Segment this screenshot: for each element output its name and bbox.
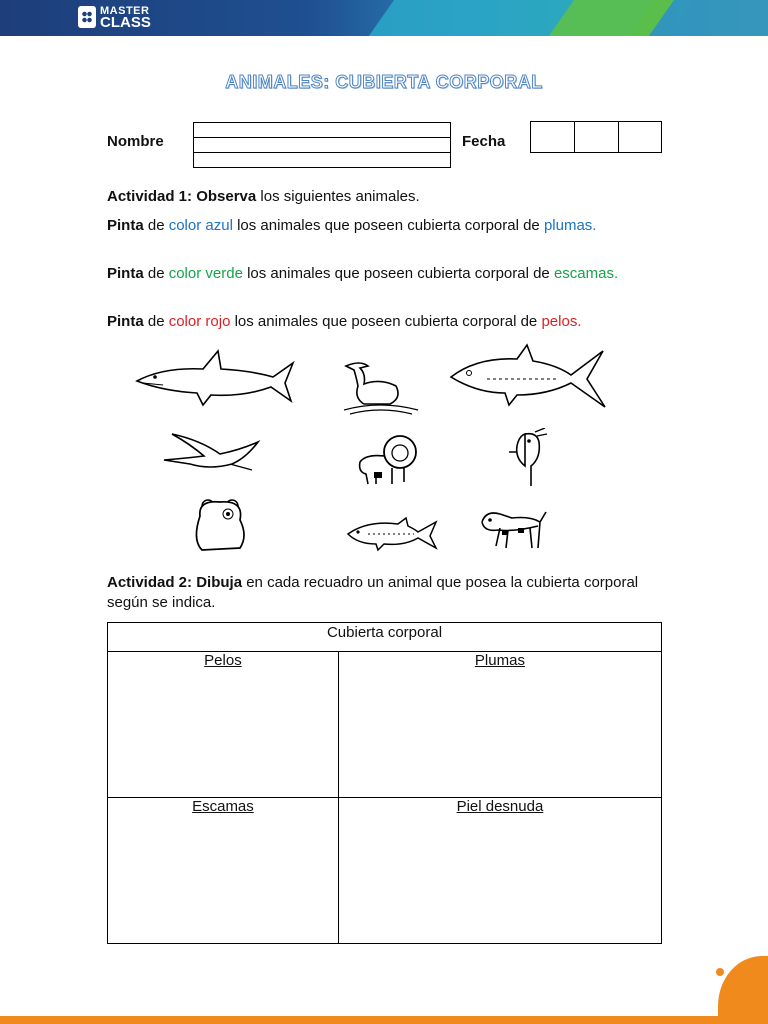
pelican-icon[interactable] bbox=[340, 358, 420, 418]
cell-plumas[interactable] bbox=[338, 652, 661, 798]
logo-line2: CLASS bbox=[100, 14, 151, 31]
parrot-icon[interactable] bbox=[501, 428, 549, 488]
page-title: ANIMALES: CUBIERTA CORPORAL bbox=[225, 72, 543, 92]
name-field[interactable] bbox=[193, 122, 451, 168]
cell-escamas[interactable] bbox=[108, 798, 339, 944]
cell-plumas-label: Plumas bbox=[474, 652, 525, 669]
dice-icon bbox=[78, 6, 96, 28]
activity2-intro: Actividad 2: Dibuja en cada recuadro un animal que posea la cubierta corporal según se indica. bbox=[107, 574, 639, 611]
dog-icon[interactable] bbox=[478, 504, 548, 554]
activity1-intro: Actividad 1: Observa los siguientes animales. bbox=[107, 188, 420, 205]
lion-icon[interactable] bbox=[352, 432, 418, 486]
tuna-icon[interactable] bbox=[447, 343, 609, 411]
masterclass-logo bbox=[78, 5, 151, 29]
cell-piel-desnuda[interactable] bbox=[338, 798, 661, 944]
date-field[interactable] bbox=[530, 121, 662, 153]
corner-logo bbox=[718, 956, 768, 1016]
name-label: Nombre bbox=[107, 133, 164, 150]
cell-piel-desnuda-label: Piel desnuda bbox=[456, 798, 544, 815]
logo-line1: MASTER bbox=[100, 5, 150, 17]
cell-pelos-label: Pelos bbox=[204, 652, 242, 669]
bird-flying-icon[interactable] bbox=[160, 430, 262, 478]
bear-icon[interactable] bbox=[190, 496, 250, 554]
date-label: Fecha bbox=[462, 133, 506, 150]
instruction-green: Pinta de color verde los animales que poseen cubierta corporal de escamas. bbox=[107, 265, 619, 282]
drawing-table bbox=[107, 622, 662, 944]
instruction-blue: Pinta de color azul los animales que poseen cubierta corporal de plumas. bbox=[107, 217, 597, 234]
header-banner bbox=[0, 0, 768, 36]
shark-icon[interactable] bbox=[133, 347, 298, 407]
table-header: Cubierta corporal bbox=[108, 623, 662, 652]
fish-icon[interactable] bbox=[344, 514, 438, 552]
cell-escamas-label: Escamas bbox=[192, 798, 254, 815]
footer-bar bbox=[0, 1016, 768, 1024]
cell-pelos[interactable] bbox=[108, 652, 339, 798]
corner-dot bbox=[716, 968, 724, 976]
instruction-red: Pinta de color rojo los animales que poseen cubierta corporal de pelos. bbox=[107, 313, 582, 330]
